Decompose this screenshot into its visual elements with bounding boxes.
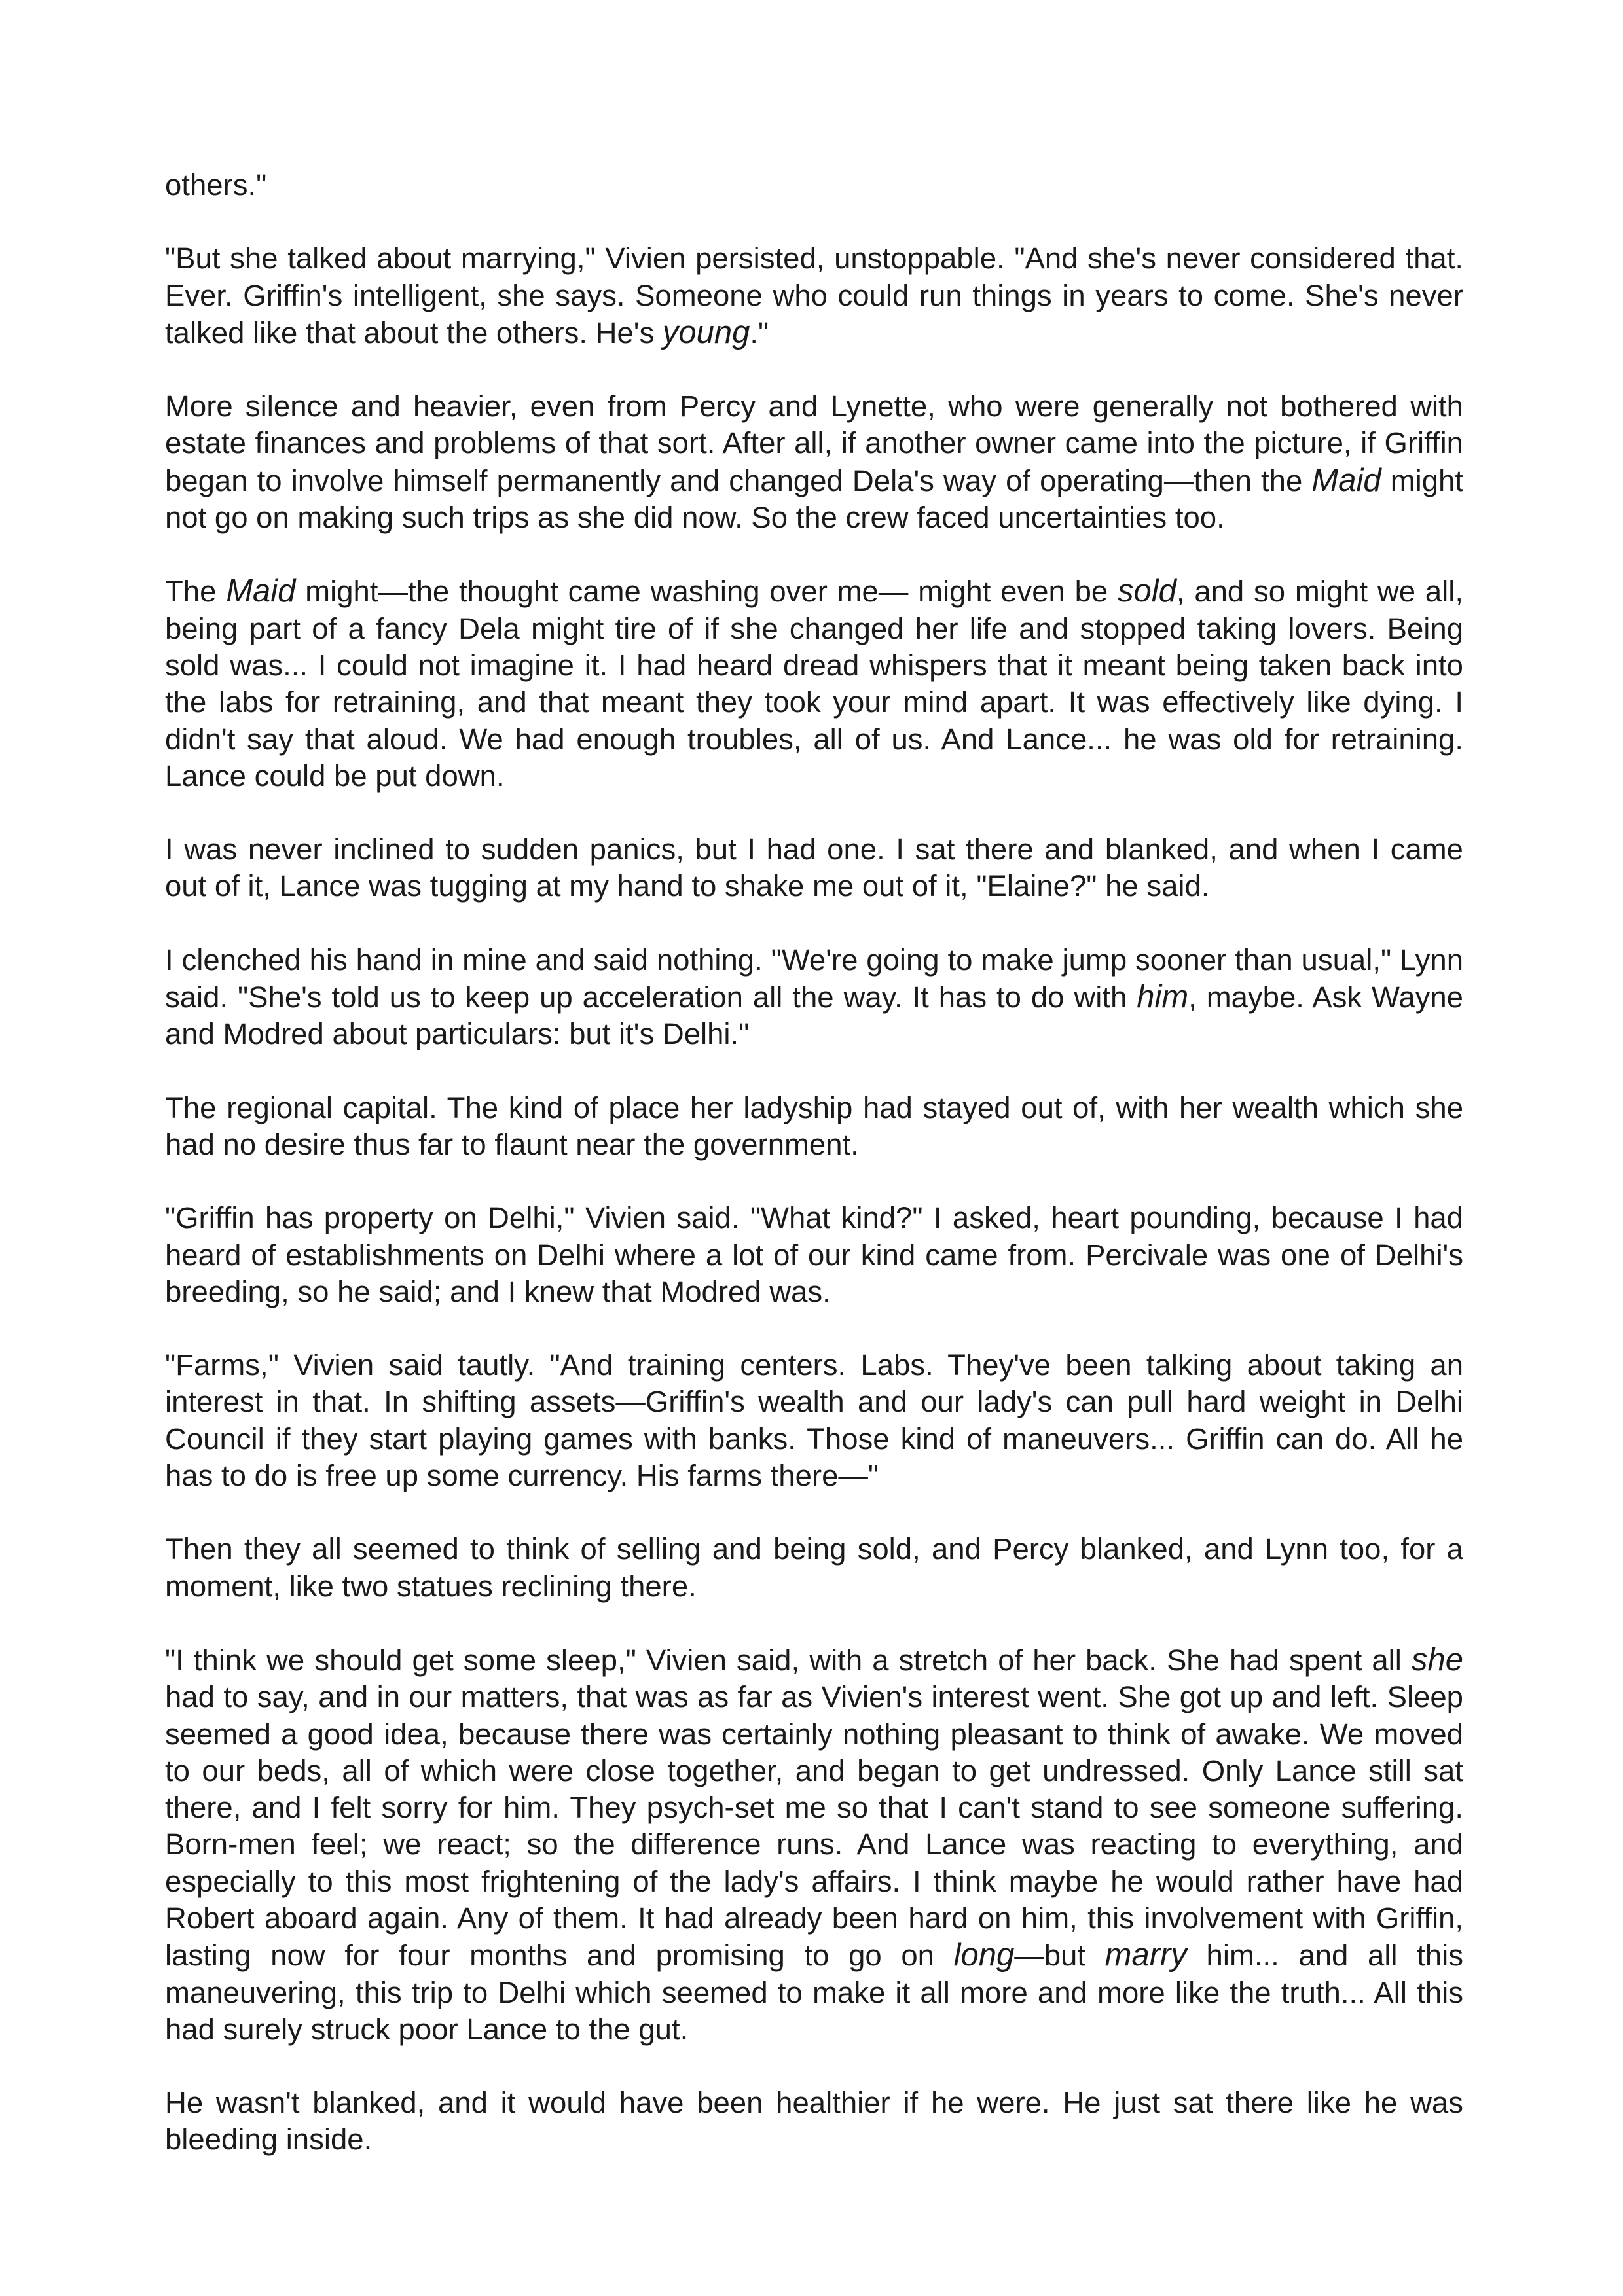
text-run: might—the thought came washing over me— might even be — [295, 575, 1118, 609]
italic-text-run: him — [1137, 979, 1189, 1015]
text-run: others." — [165, 168, 267, 202]
text-run: , maybe. Ask Wayne and Modred about particulars: but it's Delhi." — [165, 980, 1463, 1051]
text-run: I was never inclined to sudden panics, but I had one. I sat there and blanked, and when I came out of it, Lance was tugging at my hand to shake me out of it, "Elaine?" he said. — [165, 833, 1463, 903]
text-run: , and so might we all, being part of a fancy Dela might tire of if she changed her life and stopped taking lovers. Being sold was... I could not imagine it. I had heard dread whispers that it meant being taken back into the labs for retraining, and that meant they took your mind apart. It was effectively like dying. I didn't say that aloud. We had enough troubles, all of us. And Lance... he was old for retraining. Lance could be put down. — [165, 575, 1463, 793]
text-run: might not go on making such trips as she did now. So the crew faced uncertainties too. — [165, 463, 1464, 535]
text-run: "Farms," Vivien said tautly. "And training centers. Labs. They've been talking about taking an interest in that. In shifting assets—Griffin's wealth and our lady's can pull hard weight in Delhi Council if they start playing games with banks. Those kind of maneuvers... Griffin can do. All he has to do is free up some currency. His farms there—" — [165, 1348, 1463, 1493]
paragraph-6 — [165, 942, 1463, 1053]
italic-text-run: sold — [1118, 573, 1176, 609]
italic-text-run: long — [953, 1937, 1015, 1973]
paragraph-8 — [165, 1200, 1463, 1310]
text-run: "I think we should get some sleep," Vivien said, with a stretch of her back. She had spent all — [165, 1643, 1412, 1677]
text-run: "But she talked about marrying," Vivien persisted, unstoppable. "And she's never considered that. Ever. Griffin's intelligent, she says. Someone who could run things in years to come. She's never talked like that about the others. He's — [165, 242, 1463, 350]
text-run: ." — [750, 315, 769, 350]
text-run: "Griffin has property on Delhi," Vivien said. "What kind?" I asked, heart pounding, because I had heard of establishments on Delhi where a lot of our kind came from. Percivale was one of Delhi's breeding, so he said; and I knew that Modred was. — [165, 1201, 1463, 1308]
paragraph-4 — [165, 573, 1463, 795]
text-run: Then they all seemed to think of selling and being sold, and Percy blanked, and Lynn too, for a moment, like two statues reclining there. — [165, 1532, 1463, 1603]
document-page — [165, 167, 1463, 2195]
paragraph-12 — [165, 2085, 1463, 2159]
paragraph-2 — [165, 240, 1463, 351]
text-run: —but — [1014, 1939, 1105, 1973]
italic-text-run: Maid — [1311, 462, 1381, 498]
text-run: The regional capital. The kind of place her ladyship had stayed out of, with her wealth which she had no desire thus far to flaunt near the government. — [165, 1090, 1463, 1161]
text-run: I clenched his hand in mine and said nothing. "We're going to make jump sooner than usual," Lynn said. "She's told us to keep up acceleration all the way. It has to do with — [165, 942, 1463, 1014]
italic-text-run: she — [1411, 1641, 1463, 1677]
text-run: had to say, and in our matters, that was as far as Vivien's interest went. She got up and left. Sleep seemed a good idea, because there was certainly nothing pleasant to think of awake. We moved to our beds, all of which were close together, and began to get undressed. Only Lance still sat there, and I felt sorry for him. They psych-set me so that I can't stand to see someone suffering. Born-men feel; we react; so the difference runs. And Lance was reacting to everything, and especially to this most frightening of the lady's affairs. I think maybe he would rather have had Robert aboard again. Any of them. It had already been hard on him, this involvement with Griffin, lasting now for four months and promising to go on — [165, 1680, 1463, 1973]
text-run: The — [165, 575, 227, 609]
italic-text-run: Maid — [226, 573, 296, 609]
paragraph-7 — [165, 1090, 1463, 1164]
text-run: him... and all this maneuvering, this trip to Delhi which seemed to make it all more and more like the truth... All this had surely struck poor Lance to the gut. — [165, 1939, 1464, 2046]
paragraph-5 — [165, 831, 1463, 905]
text-run: More silence and heavier, even from Percy and Lynette, who were generally not bothered with estate finances and problems of that sort. After all, if another owner came into the picture, if Griffin began to involve himself permanently and changed Dela's way of operating—then the — [165, 389, 1463, 497]
paragraph-11 — [165, 1641, 1463, 2048]
italic-text-run: young — [662, 314, 750, 350]
text-run: He wasn't blanked, and it would have been healthier if he were. He just sat there like he was bleeding inside. — [165, 2086, 1463, 2157]
paragraph-1 — [165, 167, 1463, 204]
italic-text-run: marry — [1104, 1937, 1187, 1973]
paragraph-10 — [165, 1531, 1463, 1605]
paragraph-9 — [165, 1347, 1463, 1494]
paragraph-3 — [165, 388, 1463, 536]
